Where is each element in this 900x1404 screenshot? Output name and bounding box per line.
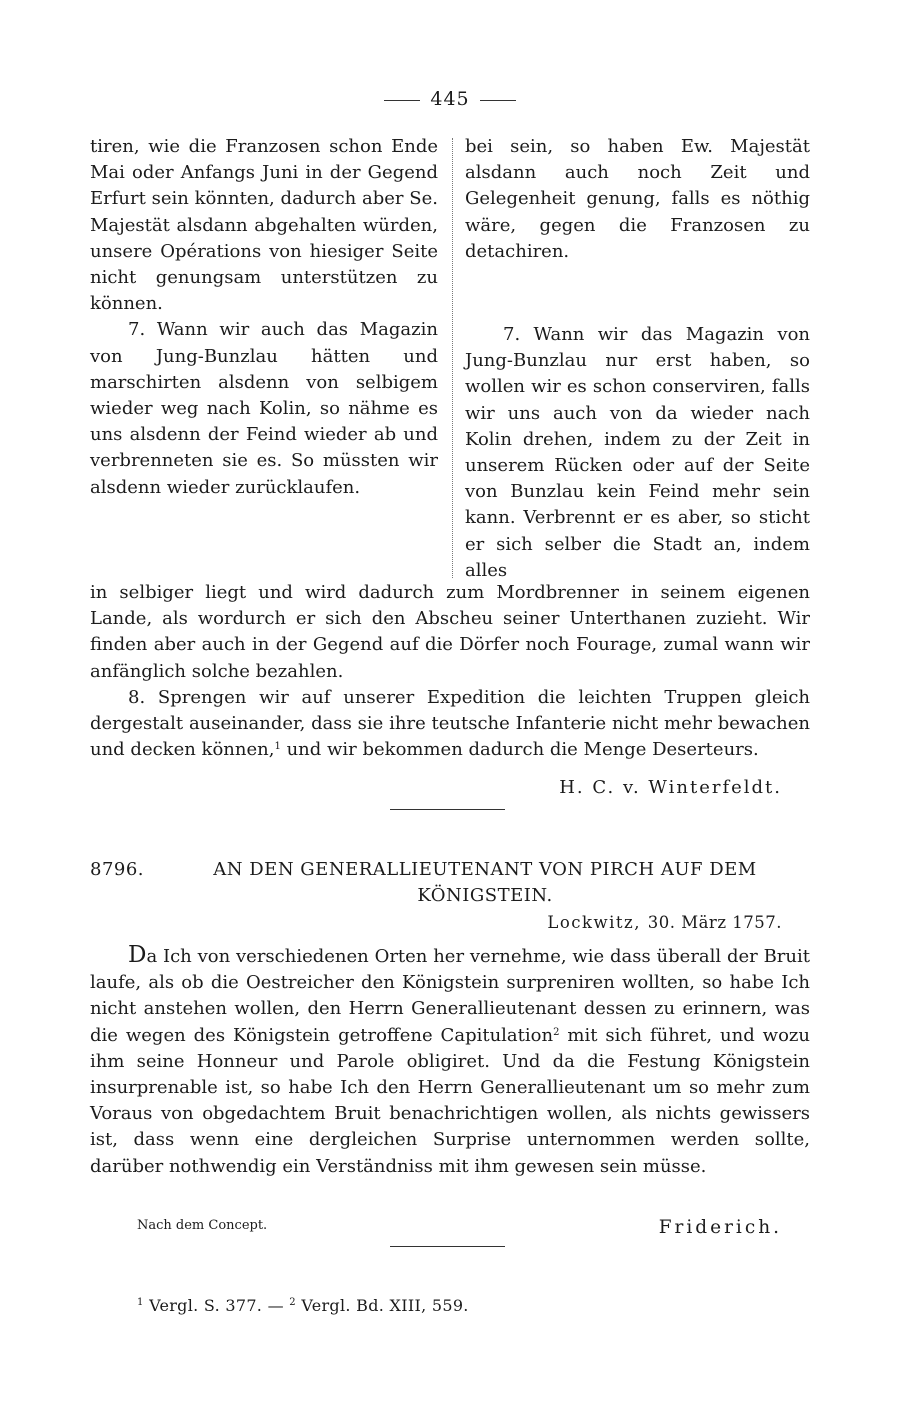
footnote-2-text: Vergl. Bd. XIII, 559. xyxy=(301,1296,469,1315)
footnote-ref-1: 1 xyxy=(274,741,281,753)
right-column xyxy=(465,134,810,584)
footnote-1-text: Vergl. S. 377. — xyxy=(149,1296,284,1315)
point-8-paragraph xyxy=(90,685,810,764)
left-column xyxy=(90,134,438,501)
letter-text-b: mit sich führet, und wozu ihm seine Honneur und Parole obligiret. Und da die Festung Königstein insurprenable ist, so habe Ich den Herrn Generallieutenant um so mehr zum Voraus von obgedachtem Bruit benachrichtigen wollen, als nichts gewissers ist, dass wenn eine dergleichen Surprise unternommen werden sollte, darüber nothwendig ein Verständniss mit ihm gewesen sein müsse. xyxy=(90,1024,810,1177)
continuation-paragraph: in selbiger liegt und wird dadurch zum Mordbrenner in seinem eigenen Lande, als wordurch er sich den Abscheu seiner Unterthanen zuzieht. Wir finden aber auch in der Gegend auf die Dörfer noch Fourage, zumal wann wir anfänglich solche bezahlen. xyxy=(90,582,810,682)
place: Lockwitz, xyxy=(547,913,641,932)
date: 30. März 1757. xyxy=(647,913,782,932)
signature-friderich: Friderich. xyxy=(658,1217,782,1238)
point-8-text-end: und wir bekommen dadurch die Menge Deserteurs. xyxy=(280,739,759,761)
continuation-block xyxy=(90,580,810,763)
letter-number: 8796. xyxy=(90,859,145,880)
dateline xyxy=(547,913,782,932)
column-divider xyxy=(452,138,453,578)
source-note: Nach dem Concept. xyxy=(137,1218,268,1233)
right-paragraph-2: 7. Wann wir das Magazin von Jung-Bunzlau nur erst haben, so wollen wir es schon conserviren, falls wir uns auch von da wieder nach Kolin drehen, indem zu der Zeit in unserem Rücken oder auf der Seite von Bunzlau kein Feind mehr sein kann. Verbrennt er es aber, so sticht er sich selber die Stadt an, indem alles xyxy=(465,324,810,581)
point-8-text: 8. Sprengen wir auf unserer Expedition die leichten Truppen gleich dergestalt auseinander, dass sie ihre teutsche Infanterie nicht mehr bewachen und decken können, xyxy=(90,686,810,761)
right-paragraph-1: bei sein, so haben Ew. Majestät alsdann auch noch Zeit und Gelegenheit genung, falls es nöthig wäre, gegen die Franzosen zu detachiren. xyxy=(465,136,810,262)
page-number-dash-left xyxy=(384,100,420,101)
letter-heading xyxy=(90,857,810,909)
footnote-ref-2: 2 xyxy=(553,1026,560,1038)
letter-title: AN DEN GENERALLIEUTENANT VON PIRCH AUF DEM KÖNIGSTEIN. xyxy=(213,859,757,906)
left-paragraph-1: tiren, wie die Franzosen schon Ende Mai oder Anfangs Juni in der Gegend Erfurt sein könnten, dadurch aber Se. Majestät alsdann abgehalten würden, unsere Opérations von hiesiger Seite nicht genungsam unterstützen zu können. xyxy=(90,136,438,315)
page-number-dash-right xyxy=(480,100,516,101)
letter-body xyxy=(90,942,810,1180)
left-paragraph-2: 7. Wann wir auch das Magazin von Jung-Bunzlau hätten und marschirten alsdenn von selbigem wieder weg nach Kolin, so nähme es uns alsdenn der Feind wieder ab und verbrenneten sie es. So müssten wir alsdenn wieder zurücklaufen. xyxy=(90,319,438,498)
letter-paragraph xyxy=(90,942,810,1180)
footnote-2-mark: 2 xyxy=(289,1297,296,1308)
letter-initial: D xyxy=(128,942,147,968)
footnotes xyxy=(137,1296,469,1315)
footnote-1-mark: 1 xyxy=(137,1297,144,1308)
section-rule xyxy=(390,809,505,810)
signature-winterfeldt: H. C. v. Winterfeldt. xyxy=(559,777,782,798)
letter-text-a: a Ich von verschiedenen Orten her vernehme, wie dass überall der Bruit laufe, als ob die Oestreicher den Königstein surpreniren wollten, so habe Ich nicht anstehen wollen, den Herrn Generallieutenant dessen zu erinnern, was die wegen des Königstein getroffene Capitulation xyxy=(90,946,810,1046)
footnote-rule xyxy=(390,1246,505,1247)
page-number-line xyxy=(0,88,900,110)
page-number: 445 xyxy=(430,88,470,110)
